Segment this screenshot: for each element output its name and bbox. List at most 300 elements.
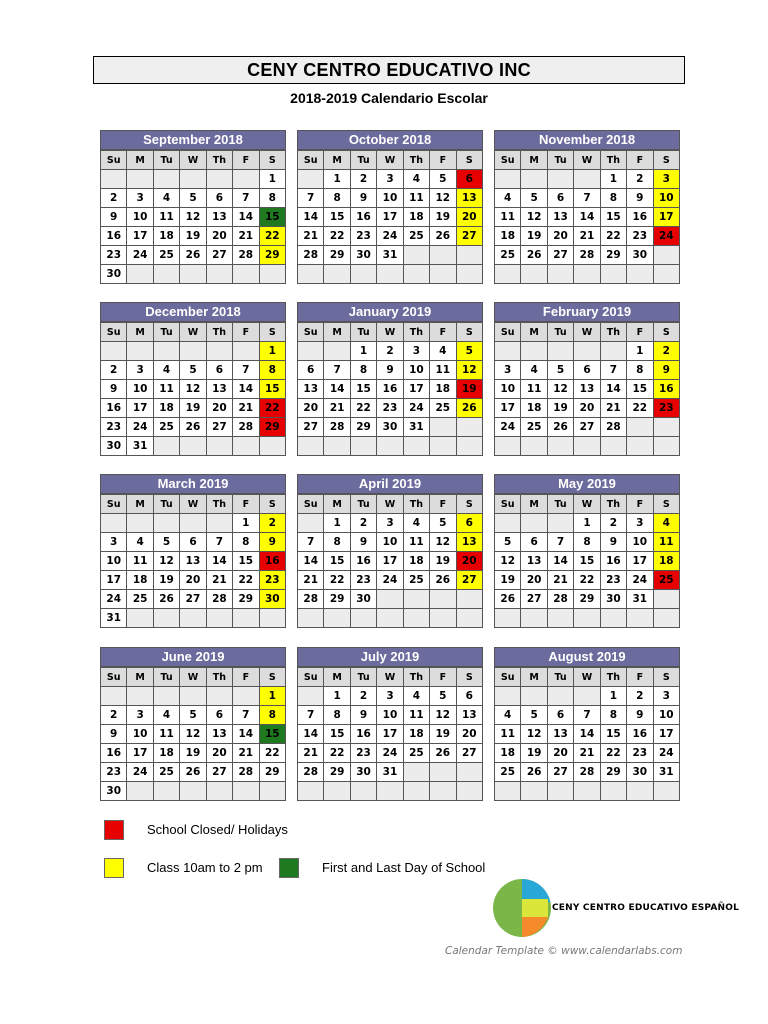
day-cell: 19 <box>430 725 456 744</box>
empty-day-cell <box>547 437 573 456</box>
empty-day-cell <box>653 437 679 456</box>
empty-day-cell <box>430 437 456 456</box>
day-cell: 7 <box>206 533 232 552</box>
day-cell: 25 <box>521 418 547 437</box>
day-cell: 3 <box>653 170 679 189</box>
empty-day-cell <box>495 514 521 533</box>
empty-day-cell <box>324 437 350 456</box>
empty-day-cell <box>153 170 179 189</box>
empty-day-cell <box>653 609 679 628</box>
day-cell: 26 <box>180 763 206 782</box>
day-cell: 27 <box>547 246 573 265</box>
legend-first-last-label: First and Last Day of School <box>322 860 486 875</box>
weekday-header: W <box>377 151 403 170</box>
day-cell: 7 <box>233 361 259 380</box>
day-cell: 3 <box>101 533 127 552</box>
day-cell: 16 <box>101 227 127 246</box>
day-cell: 27 <box>180 590 206 609</box>
weekday-header: Su <box>495 323 521 342</box>
day-cell: 18 <box>127 571 153 590</box>
day-cell: 20 <box>547 744 573 763</box>
day-cell: 4 <box>430 342 456 361</box>
day-cell: 14 <box>298 208 324 227</box>
empty-day-cell <box>521 514 547 533</box>
day-cell: 6 <box>547 189 573 208</box>
empty-day-cell <box>574 170 600 189</box>
day-cell: 11 <box>653 533 679 552</box>
weekday-header: F <box>430 495 456 514</box>
weekday-header: Tu <box>350 668 376 687</box>
weekday-header: W <box>574 323 600 342</box>
day-cell: 28 <box>574 246 600 265</box>
day-cell: 23 <box>101 763 127 782</box>
empty-day-cell <box>180 437 206 456</box>
empty-day-cell <box>233 170 259 189</box>
weekday-header: S <box>259 495 285 514</box>
day-cell: 22 <box>600 744 626 763</box>
day-cell: 29 <box>350 418 376 437</box>
weekday-header: M <box>127 323 153 342</box>
day-cell: 7 <box>298 189 324 208</box>
day-cell: 6 <box>180 533 206 552</box>
empty-day-cell <box>153 265 179 284</box>
day-cell: 2 <box>259 514 285 533</box>
empty-day-cell <box>627 418 653 437</box>
day-cell: 31 <box>627 590 653 609</box>
day-cell: 19 <box>547 399 573 418</box>
empty-day-cell <box>430 246 456 265</box>
day-cell: 30 <box>350 763 376 782</box>
day-cell: 1 <box>350 342 376 361</box>
empty-day-cell <box>324 265 350 284</box>
day-cell: 8 <box>324 533 350 552</box>
day-cell: 26 <box>180 246 206 265</box>
empty-day-cell <box>547 687 573 706</box>
day-cell: 6 <box>206 706 232 725</box>
day-cell: 8 <box>574 533 600 552</box>
day-cell: 29 <box>233 590 259 609</box>
day-cell: 5 <box>547 361 573 380</box>
empty-day-cell <box>101 342 127 361</box>
weekday-header: Su <box>101 495 127 514</box>
day-cell: 4 <box>403 514 429 533</box>
day-cell: 19 <box>521 227 547 246</box>
day-cell: 21 <box>233 227 259 246</box>
day-cell: 18 <box>653 552 679 571</box>
weekday-header: Su <box>101 668 127 687</box>
empty-day-cell <box>206 437 232 456</box>
day-cell: 11 <box>430 361 456 380</box>
empty-day-cell <box>653 418 679 437</box>
day-cell: 29 <box>259 763 285 782</box>
month-name: March 2019 <box>100 474 286 494</box>
weekday-header: S <box>456 323 482 342</box>
day-cell: 27 <box>206 418 232 437</box>
day-cell: 31 <box>127 437 153 456</box>
day-cell: 21 <box>324 399 350 418</box>
month-name: April 2019 <box>297 474 483 494</box>
empty-day-cell <box>403 609 429 628</box>
day-cell: 20 <box>206 399 232 418</box>
day-cell: 25 <box>495 763 521 782</box>
day-cell: 3 <box>127 361 153 380</box>
day-cell: 16 <box>350 725 376 744</box>
day-cell: 17 <box>627 552 653 571</box>
day-cell: 4 <box>495 189 521 208</box>
empty-day-cell <box>180 609 206 628</box>
weekday-header: W <box>180 495 206 514</box>
day-cell: 28 <box>600 418 626 437</box>
day-cell: 26 <box>153 590 179 609</box>
day-cell: 13 <box>456 706 482 725</box>
empty-day-cell <box>259 265 285 284</box>
empty-day-cell <box>547 514 573 533</box>
weekday-header: Su <box>495 151 521 170</box>
day-cell: 20 <box>206 744 232 763</box>
day-cell: 2 <box>350 687 376 706</box>
day-cell: 10 <box>495 380 521 399</box>
day-cell: 9 <box>101 380 127 399</box>
day-cell: 16 <box>377 380 403 399</box>
day-cell: 5 <box>180 189 206 208</box>
day-cell: 24 <box>495 418 521 437</box>
day-cell: 23 <box>350 744 376 763</box>
month-calendar <box>494 647 680 801</box>
weekday-header: Su <box>298 151 324 170</box>
day-cell: 1 <box>259 342 285 361</box>
weekday-header: M <box>521 668 547 687</box>
empty-day-cell <box>521 170 547 189</box>
empty-day-cell <box>521 609 547 628</box>
day-cell: 15 <box>324 725 350 744</box>
weekday-header: Th <box>403 151 429 170</box>
empty-day-cell <box>206 609 232 628</box>
empty-day-cell <box>101 687 127 706</box>
month-name: December 2018 <box>100 302 286 322</box>
day-cell: 21 <box>574 744 600 763</box>
day-cell: 20 <box>574 399 600 418</box>
month-calendar <box>494 130 680 284</box>
day-cell: 9 <box>350 189 376 208</box>
day-cell: 9 <box>600 533 626 552</box>
day-cell: 2 <box>600 514 626 533</box>
empty-day-cell <box>206 782 232 801</box>
day-cell: 1 <box>574 514 600 533</box>
weekday-header: Th <box>600 668 626 687</box>
weekday-header: S <box>456 495 482 514</box>
day-cell: 26 <box>180 418 206 437</box>
day-cell: 5 <box>521 189 547 208</box>
day-cell: 10 <box>377 706 403 725</box>
empty-day-cell <box>206 687 232 706</box>
day-cell: 26 <box>521 763 547 782</box>
day-cell: 10 <box>653 189 679 208</box>
day-cell: 28 <box>206 590 232 609</box>
day-cell: 14 <box>233 380 259 399</box>
weekday-header: Tu <box>153 668 179 687</box>
day-cell: 11 <box>495 208 521 227</box>
day-cell: 13 <box>521 552 547 571</box>
weekday-header: W <box>377 668 403 687</box>
day-cell: 15 <box>324 552 350 571</box>
weekday-header: Th <box>403 323 429 342</box>
month-calendar <box>100 474 286 628</box>
day-cell: 1 <box>600 687 626 706</box>
empty-day-cell <box>127 265 153 284</box>
weekday-header: W <box>574 668 600 687</box>
empty-day-cell <box>574 437 600 456</box>
empty-day-cell <box>350 437 376 456</box>
day-cell: 10 <box>403 361 429 380</box>
weekday-header: W <box>574 151 600 170</box>
day-cell: 22 <box>259 227 285 246</box>
month-calendar <box>297 130 483 284</box>
empty-day-cell <box>430 265 456 284</box>
weekday-header: M <box>521 495 547 514</box>
empty-day-cell <box>127 170 153 189</box>
empty-day-cell <box>298 342 324 361</box>
day-cell: 10 <box>127 725 153 744</box>
weekday-header: Th <box>206 495 232 514</box>
empty-day-cell <box>600 265 626 284</box>
day-cell: 12 <box>180 725 206 744</box>
day-cell: 14 <box>547 552 573 571</box>
day-cell: 17 <box>653 208 679 227</box>
day-cell: 18 <box>153 744 179 763</box>
weekday-header: S <box>259 323 285 342</box>
day-cell: 3 <box>627 514 653 533</box>
day-cell: 26 <box>456 399 482 418</box>
empty-day-cell <box>153 437 179 456</box>
day-cell: 20 <box>456 552 482 571</box>
month-name: July 2019 <box>297 647 483 667</box>
weekday-header: M <box>521 151 547 170</box>
day-cell: 23 <box>101 246 127 265</box>
day-cell: 17 <box>495 399 521 418</box>
day-cell: 9 <box>350 533 376 552</box>
day-cell: 19 <box>521 744 547 763</box>
day-cell: 27 <box>456 571 482 590</box>
day-cell: 13 <box>206 208 232 227</box>
empty-day-cell <box>180 170 206 189</box>
day-cell: 12 <box>521 208 547 227</box>
empty-day-cell <box>298 609 324 628</box>
weekday-header: Th <box>403 668 429 687</box>
day-cell: 11 <box>127 552 153 571</box>
day-cell: 23 <box>653 399 679 418</box>
day-cell: 3 <box>653 687 679 706</box>
day-cell: 3 <box>495 361 521 380</box>
day-cell: 6 <box>456 514 482 533</box>
empty-day-cell <box>153 609 179 628</box>
empty-day-cell <box>233 265 259 284</box>
day-cell: 18 <box>403 552 429 571</box>
day-cell: 22 <box>324 744 350 763</box>
day-cell: 13 <box>574 380 600 399</box>
day-cell: 13 <box>298 380 324 399</box>
empty-day-cell <box>521 437 547 456</box>
empty-day-cell <box>127 514 153 533</box>
empty-day-cell <box>456 609 482 628</box>
empty-day-cell <box>206 265 232 284</box>
empty-day-cell <box>233 437 259 456</box>
day-cell: 31 <box>101 609 127 628</box>
day-cell: 15 <box>259 208 285 227</box>
day-cell: 21 <box>298 571 324 590</box>
weekday-header: W <box>180 323 206 342</box>
day-cell: 5 <box>180 706 206 725</box>
day-cell: 15 <box>574 552 600 571</box>
day-cell: 2 <box>627 687 653 706</box>
calendar-title: CENY CENTRO EDUCATIVO INC <box>93 56 685 84</box>
empty-day-cell <box>653 782 679 801</box>
day-cell: 16 <box>101 744 127 763</box>
empty-day-cell <box>456 246 482 265</box>
day-cell: 25 <box>403 227 429 246</box>
empty-day-cell <box>206 342 232 361</box>
day-cell: 31 <box>653 763 679 782</box>
weekday-header: W <box>180 668 206 687</box>
day-cell: 22 <box>350 399 376 418</box>
day-cell: 29 <box>574 590 600 609</box>
day-cell: 6 <box>456 687 482 706</box>
empty-day-cell <box>298 782 324 801</box>
weekday-header: M <box>127 151 153 170</box>
weekday-header: M <box>324 668 350 687</box>
weekday-header: Tu <box>547 495 573 514</box>
day-cell: 13 <box>547 208 573 227</box>
month-name: November 2018 <box>494 130 680 150</box>
weekday-header: F <box>430 151 456 170</box>
day-cell: 1 <box>233 514 259 533</box>
day-cell: 24 <box>127 418 153 437</box>
empty-day-cell <box>101 514 127 533</box>
day-cell: 5 <box>180 361 206 380</box>
empty-day-cell <box>574 782 600 801</box>
day-cell: 22 <box>324 571 350 590</box>
weekday-header: Su <box>298 323 324 342</box>
day-cell: 11 <box>521 380 547 399</box>
day-cell: 27 <box>456 744 482 763</box>
day-cell: 4 <box>127 533 153 552</box>
day-cell: 1 <box>259 687 285 706</box>
empty-day-cell <box>574 687 600 706</box>
day-cell: 23 <box>377 399 403 418</box>
day-cell: 19 <box>430 208 456 227</box>
day-cell: 28 <box>298 763 324 782</box>
day-cell: 30 <box>350 590 376 609</box>
day-cell: 7 <box>547 533 573 552</box>
weekday-header: S <box>653 495 679 514</box>
day-cell: 22 <box>259 399 285 418</box>
empty-day-cell <box>377 609 403 628</box>
day-cell: 23 <box>600 571 626 590</box>
day-cell: 8 <box>259 189 285 208</box>
empty-day-cell <box>600 342 626 361</box>
empty-day-cell <box>377 437 403 456</box>
day-cell: 29 <box>259 246 285 265</box>
empty-day-cell <box>153 342 179 361</box>
day-cell: 7 <box>574 706 600 725</box>
weekday-header: Tu <box>547 151 573 170</box>
day-cell: 9 <box>627 706 653 725</box>
empty-day-cell <box>127 687 153 706</box>
day-cell: 20 <box>180 571 206 590</box>
day-cell: 15 <box>259 725 285 744</box>
day-cell: 14 <box>574 725 600 744</box>
day-cell: 17 <box>377 725 403 744</box>
day-cell: 5 <box>153 533 179 552</box>
day-cell: 1 <box>324 170 350 189</box>
day-cell: 7 <box>600 361 626 380</box>
day-cell: 30 <box>600 590 626 609</box>
day-cell: 15 <box>324 208 350 227</box>
empty-day-cell <box>495 782 521 801</box>
day-cell: 19 <box>180 227 206 246</box>
weekday-header: M <box>324 151 350 170</box>
day-cell: 23 <box>627 744 653 763</box>
day-cell: 25 <box>127 590 153 609</box>
empty-day-cell <box>627 782 653 801</box>
day-cell: 15 <box>600 725 626 744</box>
weekday-header: Th <box>206 668 232 687</box>
day-cell: 7 <box>324 361 350 380</box>
day-cell: 27 <box>298 418 324 437</box>
weekday-header: Su <box>298 495 324 514</box>
day-cell: 10 <box>127 380 153 399</box>
empty-day-cell <box>574 342 600 361</box>
empty-day-cell <box>101 170 127 189</box>
empty-day-cell <box>430 418 456 437</box>
day-cell: 15 <box>600 208 626 227</box>
empty-day-cell <box>430 609 456 628</box>
weekday-header: S <box>259 151 285 170</box>
day-cell: 3 <box>127 189 153 208</box>
empty-day-cell <box>403 437 429 456</box>
day-cell: 4 <box>403 687 429 706</box>
day-cell: 26 <box>495 590 521 609</box>
day-cell: 16 <box>350 208 376 227</box>
legend-class-label: Class 10am to 2 pm <box>147 860 263 875</box>
day-cell: 24 <box>377 571 403 590</box>
weekday-header: F <box>233 151 259 170</box>
day-cell: 25 <box>495 246 521 265</box>
day-cell: 13 <box>206 380 232 399</box>
day-cell: 25 <box>403 744 429 763</box>
day-cell: 22 <box>574 571 600 590</box>
day-cell: 21 <box>574 227 600 246</box>
weekday-header: Su <box>298 668 324 687</box>
day-cell: 24 <box>377 227 403 246</box>
month-name: October 2018 <box>297 130 483 150</box>
day-cell: 8 <box>324 706 350 725</box>
day-cell: 27 <box>521 590 547 609</box>
empty-day-cell <box>324 609 350 628</box>
day-cell: 11 <box>495 725 521 744</box>
day-cell: 17 <box>127 227 153 246</box>
day-cell: 30 <box>101 782 127 801</box>
day-cell: 6 <box>547 706 573 725</box>
weekday-header: S <box>456 151 482 170</box>
day-cell: 26 <box>547 418 573 437</box>
day-cell: 17 <box>127 399 153 418</box>
day-cell: 4 <box>521 361 547 380</box>
day-cell: 5 <box>430 170 456 189</box>
empty-day-cell <box>495 609 521 628</box>
day-cell: 4 <box>153 189 179 208</box>
day-cell: 26 <box>521 246 547 265</box>
weekday-header: M <box>324 495 350 514</box>
